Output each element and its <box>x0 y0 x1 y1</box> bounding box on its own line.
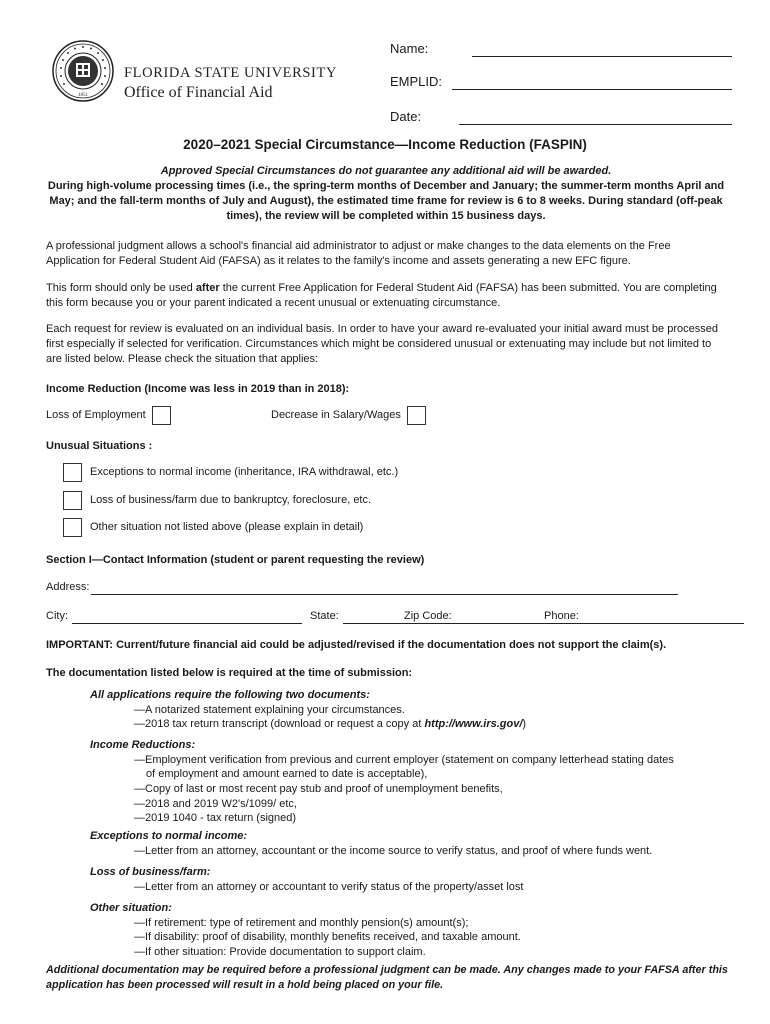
final-note: Additional documentation may be required before a professional judgment can be made. Any changes made to your FAFSA after this application has been processed will result in a hold being placed on your file. <box>46 964 728 991</box>
income-reductions-heading: Income Reductions: <box>90 739 196 751</box>
loss-of-employment-label: Loss of Employment <box>46 409 146 422</box>
documentation-heading: The documentation listed below is required at the time of submission: <box>46 667 413 679</box>
name-label: Name: <box>390 41 429 56</box>
name-field[interactable] <box>472 40 732 57</box>
city-field[interactable] <box>72 610 302 624</box>
header <box>52 38 732 133</box>
tax-transcript-text: —2018 tax return transcript (download or request a copy at <box>134 718 425 731</box>
form-title: 2020–2021 Special Circumstance—Income Reduction (FASPIN) <box>183 137 587 152</box>
important-notice: IMPORTANT: Current/future financial aid could be adjusted/revised if the documentation does not support the claim(s). <box>46 639 667 651</box>
decrease-in-salary-option <box>271 406 434 425</box>
exceptions-checkbox[interactable] <box>63 463 82 482</box>
date-row <box>390 108 732 125</box>
unusual-option-exceptions <box>63 463 398 482</box>
state-label: State: <box>310 610 339 622</box>
all-applications-item-1: —A notarized statement explaining your circumstances. <box>134 703 405 716</box>
loss-of-employment-checkbox[interactable] <box>152 406 171 425</box>
income-item-1: —Employment verification from previous and current employer (statement on company letterhead stating dates <box>134 753 674 766</box>
notice-line-2: During high-volume processing times (i.e., the spring-term months of December and January; the summer-term months April and May; and the fall-term months of July and August), the estimated time frame for review is 6 to 8 weeks. During standard (off-peak times), the review will be completed within 15 business days. <box>47 179 725 222</box>
loss-of-employment-option <box>46 406 179 425</box>
all-applications-heading: All applications require the following two documents: <box>90 689 370 701</box>
other-item-2: —If disability: proof of disability, monthly benefits received, and taxable amount. <box>134 931 521 944</box>
documentation-exceptions <box>90 829 730 858</box>
income-item-1b: of employment and amount earned to date is acceptable), <box>146 768 428 781</box>
intro-paragraph-3: Each request for review is evaluated on an individual basis. In order to have your award re-evaluated your initial award must be processed first especially if selected for verification. Circumstances which might be considered unusual or extenuating may include but not limited to are listed below. Please check the situation that applies: <box>46 323 718 366</box>
city-segment <box>46 609 302 624</box>
income-item-4: —2019 1040 - tax return (signed) <box>134 812 297 825</box>
phone-segment <box>544 609 716 624</box>
address-label: Address: <box>46 581 90 593</box>
notice-line-1: Approved Special Circumstances do not guarantee any additional aid will be awarded. <box>160 165 612 177</box>
emplid-row <box>390 73 732 90</box>
decrease-in-salary-label: Decrease in Salary/Wages <box>271 409 401 422</box>
other-item-1: —If retirement: type of retirement and monthly pension(s) amount(s); <box>134 916 469 929</box>
intro-p2-text-2: the current Free Application for Federal Student Aid (FAFSA) has been submitted. You are completing this form because you or your parent indicated a recent unusual or extenuating circumstance. <box>46 282 717 310</box>
date-label: Date: <box>390 109 422 124</box>
income-item-2: —Copy of last or most recent pay stub and proof of unemployment benefits, <box>134 782 503 795</box>
state-segment <box>310 609 392 624</box>
fsu-seal-icon <box>52 40 114 102</box>
other-situation-heading: Other situation: <box>90 902 172 914</box>
date-field[interactable] <box>459 108 732 125</box>
other-situation-label: Other situation not listed above (please explain in detail) <box>90 521 364 534</box>
zip-segment <box>404 609 536 624</box>
tax-transcript-close: ) <box>522 718 527 731</box>
zip-label: Zip Code: <box>404 610 452 622</box>
other-item-3: —If other situation: Provide documentation to support claim. <box>134 945 426 958</box>
loss-of-business-heading: Loss of business/farm: <box>90 866 211 878</box>
emplid-field[interactable] <box>452 73 732 90</box>
phone-field[interactable] <box>589 610 744 624</box>
city-state-zip-phone-row <box>46 609 716 624</box>
address-row <box>46 580 678 595</box>
loss-of-business-label: Loss of business/farm due to bankruptcy, foreclosure, etc. <box>90 494 372 507</box>
processing-notice <box>44 164 728 223</box>
income-item-3: —2018 and 2019 W2's/1099/ etc, <box>134 797 297 810</box>
seal-year: 1851 <box>78 93 88 98</box>
exceptions-heading: Exceptions to normal income: <box>90 830 248 842</box>
university-name: FLORIDA STATE UNIVERSITY <box>124 65 338 81</box>
loss-of-business-item-1: —Letter from an attorney or accountant to verify status of the property/asset lost <box>134 880 524 893</box>
name-row <box>390 40 732 57</box>
city-label: City: <box>46 610 68 622</box>
other-situation-checkbox[interactable] <box>63 518 82 537</box>
emplid-label: EMPLID: <box>390 74 443 89</box>
unusual-option-loss-business <box>63 491 371 510</box>
all-applications-item-2 <box>90 717 730 732</box>
intro-p2-bold: after <box>195 282 220 294</box>
intro-paragraph-2 <box>46 281 726 311</box>
unusual-option-other <box>63 518 363 537</box>
section-1-heading: Section I—Contact Information (student or parent requesting the review) <box>46 554 425 566</box>
phone-label: Phone: <box>544 610 579 622</box>
documentation-other-situation <box>90 901 730 960</box>
documentation-income-reductions <box>90 738 730 826</box>
documentation-all-applications <box>90 688 730 732</box>
loss-of-business-checkbox[interactable] <box>63 491 82 510</box>
decrease-in-salary-checkbox[interactable] <box>407 406 426 425</box>
irs-link[interactable]: http://www.irs.gov/ <box>424 718 523 731</box>
intro-p2-text: This form should only be used <box>46 282 196 294</box>
exceptions-item-1: —Letter from an attorney, accountant or the income source to verify status, and proof of where funds went. <box>134 844 653 857</box>
unusual-situations-heading: Unusual Situations : <box>46 440 153 452</box>
office-name: Office of Financial Aid <box>124 84 273 101</box>
income-reduction-heading: Income Reduction (Income was less in 2019 than in 2018): <box>46 383 350 395</box>
address-field[interactable] <box>91 581 678 595</box>
intro-paragraph-1: A professional judgment allows a school's financial aid administrator to adjust or make changes to the data elements on the Free Application for Federal Student Aid (FAFSA) as it relates to the family's income and assets generating a new EFC figure. <box>46 240 671 268</box>
documentation-loss-of-business <box>90 865 730 894</box>
exceptions-label: Exceptions to normal income (inheritance, IRA withdrawal, etc.) <box>90 466 399 479</box>
